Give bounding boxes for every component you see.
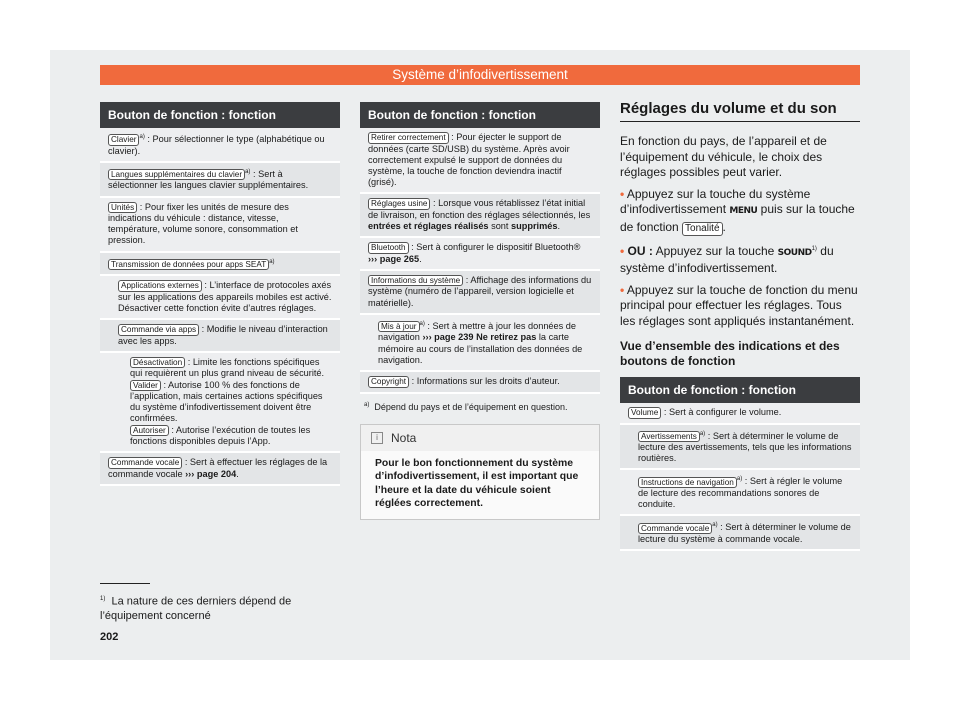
row-langues bbox=[100, 163, 340, 198]
bold-text: supprimés bbox=[511, 221, 558, 232]
row-text: : Pour sélectionner le type (alphabétique ou clavier). bbox=[108, 134, 325, 156]
footnote-ref: a) bbox=[419, 320, 425, 327]
info-icon: i bbox=[371, 432, 383, 444]
row-retirer bbox=[360, 128, 600, 194]
bullet-text: Appuyez sur la touche du système d’infodivertissement bbox=[620, 186, 811, 216]
volume-button[interactable]: Volume bbox=[628, 407, 661, 419]
bullet-text: Appuyez sur la touche bbox=[652, 243, 778, 258]
row-reglages-usine bbox=[360, 194, 600, 238]
row-text: : Sert à régler le volume de lecture des recommandations sonores de conduite. bbox=[638, 476, 843, 510]
page-reference[interactable]: ››› page 265 bbox=[368, 253, 420, 264]
footnote-ref: a) bbox=[245, 168, 251, 175]
footnote-ref: 1) bbox=[811, 245, 817, 252]
row-text: : Modifie le niveau d’interaction avec les apps. bbox=[118, 324, 328, 346]
punct: . bbox=[722, 219, 726, 234]
footnote-text: La nature de ces derniers dépend de l’équipement concerné bbox=[100, 595, 292, 622]
punct: . bbox=[236, 468, 239, 479]
row-copyright bbox=[360, 372, 600, 394]
table-header: Bouton de fonction : fonction bbox=[100, 102, 340, 128]
row-commande-vocale bbox=[100, 453, 340, 486]
footnote-marker: 1) bbox=[100, 596, 106, 602]
page-footnote bbox=[100, 592, 340, 623]
note-header bbox=[361, 425, 599, 451]
row-text: : Sert à déterminer le volume de lecture du système à commande vocale. bbox=[638, 522, 851, 544]
footnote-ref: a) bbox=[712, 522, 718, 529]
row-text: : Sert à déterminer le volume de lecture des avertissements, tels que les informations routières. bbox=[638, 430, 852, 464]
row-niveaux bbox=[100, 353, 340, 454]
bullet-text: du système d’infodivertissement. bbox=[620, 243, 834, 275]
footnote-ref: a) bbox=[269, 258, 275, 265]
commande-vocale-volume-button[interactable]: Commande vocale bbox=[638, 523, 712, 535]
subsection-title: Vue d’ensemble des indications et des boutons de fonction bbox=[620, 339, 840, 368]
footnote-text: Dépend du pays et de l’équipement en question. bbox=[374, 401, 568, 412]
transmission-button[interactable]: Transmission de données pour apps SEAT bbox=[108, 259, 269, 271]
row-avertissements bbox=[620, 425, 860, 471]
note-body: Pour le bon fonctionnement du système d’infodivertissement, il est important que l’heure et la date du véhicule soient réglées correctement. bbox=[375, 457, 579, 509]
note-title: Nota bbox=[391, 430, 417, 445]
page-reference[interactable]: ››› page 204 bbox=[185, 468, 237, 479]
copyright-button[interactable]: Copyright bbox=[368, 376, 409, 388]
volume-table bbox=[620, 377, 860, 551]
tonalite-button[interactable]: Tonalité bbox=[682, 222, 722, 236]
bold-text: entrées et réglages réalisés bbox=[368, 221, 489, 232]
bullet-3 bbox=[620, 283, 860, 330]
avertissements-button[interactable]: Avertissements bbox=[638, 431, 700, 443]
unites-button[interactable]: Unités bbox=[108, 202, 137, 214]
commande-vocale-button[interactable]: Commande vocale bbox=[108, 457, 182, 469]
row-text: : Pour fixer les unités de mesure des indications du véhicule : distance, vitesse, température, volume sonore, consommation et pression. bbox=[108, 201, 298, 246]
langues-button[interactable]: Langues supplémentaires du clavier bbox=[108, 169, 245, 181]
reglages-usine-button[interactable]: Réglages usine bbox=[368, 198, 430, 210]
row-informations bbox=[360, 271, 600, 315]
footnote-divider bbox=[100, 583, 150, 584]
punct: . bbox=[419, 253, 422, 264]
bullet-2 bbox=[620, 242, 860, 277]
row-text: : Sert à configurer le dispositif Bluetooth® bbox=[408, 242, 581, 253]
bullet-dot: • bbox=[620, 186, 625, 201]
table-header: Bouton de fonction : fonction bbox=[360, 102, 600, 128]
column-left bbox=[100, 102, 340, 486]
row-navigation bbox=[620, 470, 860, 516]
column-middle bbox=[360, 102, 600, 520]
row-text: : Sert à mettre à jour les données de navigation bbox=[378, 320, 577, 343]
intro-paragraph: En fonction du pays, de l’appareil et de l’équipement du véhicule, le choix des réglages possibles peut varier. bbox=[620, 134, 827, 179]
note-box bbox=[360, 424, 600, 520]
footnote-ref: a) bbox=[699, 430, 706, 437]
row-text: sont bbox=[488, 221, 512, 232]
footnote-marker: a) bbox=[364, 401, 370, 408]
retirer-button[interactable]: Retirer correctement bbox=[368, 132, 449, 144]
bold-text: Ne retirez pas bbox=[473, 332, 537, 343]
section-title: Réglages du volume et du son bbox=[620, 100, 860, 122]
page-reference[interactable]: ››› page 239 bbox=[422, 332, 474, 343]
row-volume bbox=[620, 403, 860, 425]
row-apps-externes bbox=[100, 276, 340, 320]
row-text: : Limite les fonctions spécifiques qui requièrent un plus grand niveau de sécurité. bbox=[130, 356, 325, 379]
row-text: : Pour éjecter le support de données (carte SD/USB) du système. Après avoir correctement expulsé le support de données du système, la touche de fonction deviendra inactif (grisé). bbox=[368, 132, 570, 188]
row-unites bbox=[100, 198, 340, 253]
row-bluetooth bbox=[360, 238, 600, 271]
row-text: : Autorise l’exécution de toutes les fonctions disponibles depuis l’App. bbox=[130, 424, 311, 447]
sound-key-icon: SOUND bbox=[777, 247, 812, 258]
page-number: 202 bbox=[100, 631, 119, 643]
bullet-text: Appuyez sur la touche de fonction du menu principal pour effectuer les réglages. Tous les réglages sont appliqués instantanément. bbox=[620, 282, 858, 328]
bullet-text: puis sur la touche de fonction bbox=[620, 202, 855, 234]
row-transmission bbox=[100, 253, 340, 277]
row-commande-vocale-volume bbox=[620, 516, 860, 551]
row-mise-a-jour bbox=[360, 315, 600, 372]
row-text: : Affichage des informations du système (numéro de l’appareil, version logicielle et matérielle). bbox=[368, 274, 592, 308]
column-right bbox=[620, 100, 860, 551]
apps-externes-button[interactable]: Applications externes bbox=[118, 280, 202, 292]
row-commande-apps bbox=[100, 320, 340, 353]
row-text: : Informations sur les droits d’auteur. bbox=[409, 376, 560, 386]
bold-text: OU : bbox=[627, 243, 653, 258]
mise-a-jour-button[interactable]: Mis à jour bbox=[378, 321, 420, 333]
row-text: la carte mémoire au cours de l’installation des données de navigation. bbox=[378, 332, 583, 365]
table-header: Bouton de fonction : fonction bbox=[620, 377, 860, 403]
clavier-button[interactable]: Clavier bbox=[108, 134, 139, 146]
row-text: : Sert à sélectionner les langues clavier supplémentaires. bbox=[108, 168, 309, 191]
row-text: : L’interface de protocoles axés sur les applications des appareils mobiles est activé. Désactiver cette fonction évite d’autres réglages. bbox=[118, 280, 332, 313]
row-text: : Sert à effectuer les réglages de la commande vocale bbox=[108, 457, 328, 479]
instructions-navigation-button[interactable]: Instructions de navigation bbox=[638, 477, 737, 489]
autoriser-button[interactable]: Autoriser bbox=[130, 425, 169, 437]
commande-apps-button[interactable]: Commande via apps bbox=[118, 324, 199, 336]
punct: . bbox=[557, 221, 561, 232]
footnote-ref: a) bbox=[139, 134, 145, 140]
informations-button[interactable]: Informations du système bbox=[368, 275, 463, 287]
section-header: Système d’infodivertissement bbox=[100, 65, 860, 85]
bullet-1 bbox=[620, 187, 860, 236]
footnote-ref: a) bbox=[736, 476, 743, 483]
desactivation-button[interactable]: Désactivation bbox=[130, 357, 185, 369]
row-text: : Lorsque vous rétablissez l’état initial de livraison, en fonction des réglages sélectionnés, les bbox=[368, 198, 591, 220]
row-text: : Sert à configurer le volume. bbox=[661, 407, 782, 417]
bluetooth-button[interactable]: Bluetooth bbox=[368, 242, 409, 254]
table-footnote bbox=[360, 402, 600, 412]
valider-button[interactable]: Valider bbox=[130, 380, 161, 392]
menu-key-icon: MENU bbox=[729, 206, 758, 216]
row-clavier bbox=[100, 128, 340, 163]
row-text: : Autorise 100 % des fonctions de l’application, mais certaines actions spécifiques du système d’infodivertissement doivent être confirmées. bbox=[130, 379, 323, 424]
bullet-dot: • bbox=[620, 282, 625, 297]
bullet-dot: • bbox=[620, 243, 625, 258]
